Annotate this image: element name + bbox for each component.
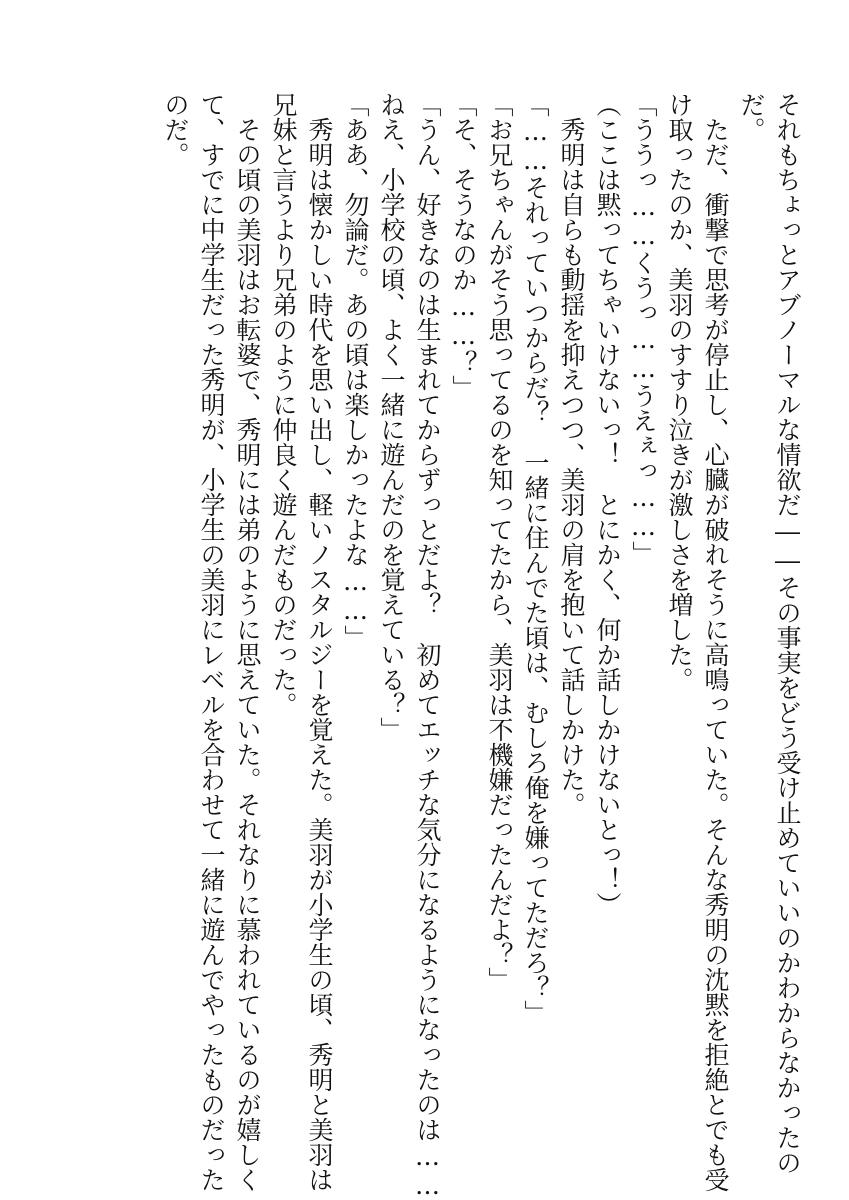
text-line: 「……それっていつからだ？ 一緒に住んでた頃は、むしろ俺を嫌ってただろ？」 — [521, 92, 550, 1025]
text-line: て、すでに中学生だった秀明が、小学生の美羽にレベルを合わせて一緒に遊んでやったものだった — [197, 92, 226, 1192]
text-line: 「お兄ちゃんがそう思ってるのを知ってたから、美羽は不機嫌だったんだよ？」 — [485, 92, 514, 992]
text-line: 兄妹と言うより兄弟のように仲良く遊んだものだった。 — [269, 92, 298, 717]
text-line: その頃の美羽はお転婆で、秀明には弟のように思えていた。それなりに慕われているのが嬉しく — [233, 92, 262, 1192]
text-line: ねえ、小学校の頃、よく一緒に遊んだのを覚えている？」 — [377, 92, 406, 742]
text-line: それもちょっとアブノーマルな情欲だ――その事実をどう受け止めていいのかわからなかったの — [773, 92, 802, 1175]
text-line: 「ううっ……くうっ……うえぇっ……」 — [629, 92, 658, 566]
text-line: （ここは黙ってちゃいけないっ！ とにかく、何か話しかけないとっ！） — [593, 92, 622, 917]
text-line: 「そ、そうなのか……？」 — [449, 92, 478, 400]
text-line: 秀明は自らも動揺を抑えつつ、美羽の肩を抱いて話しかけた。 — [557, 92, 586, 817]
text-line: 「うん、好きなのは生まれてからずっとだよ？ 初めてエッチな気分になるようになったのは…… — [413, 92, 442, 1200]
text-line: 秀明は懐かしい時代を思い出し、軽いノスタルジーを覚えた。美羽が小学生の頃、秀明と美羽は — [305, 92, 334, 1192]
text-line: ただ、衝撃で思考が停止し、心臓が破れそうに高鳴っていた。そんな秀明の沈黙を拒絶とでも受 — [701, 92, 730, 1192]
vertical-text-body — [157, 92, 805, 1200]
text-line: だ。 — [737, 92, 766, 142]
text-line: 「ああ、勿論だ。あの頃は楽しかったよな……」 — [341, 92, 370, 650]
text-line: け取ったのか、美羽のすすり泣きが激しさを増した。 — [665, 92, 694, 692]
text-line: のだ。 — [161, 92, 190, 167]
